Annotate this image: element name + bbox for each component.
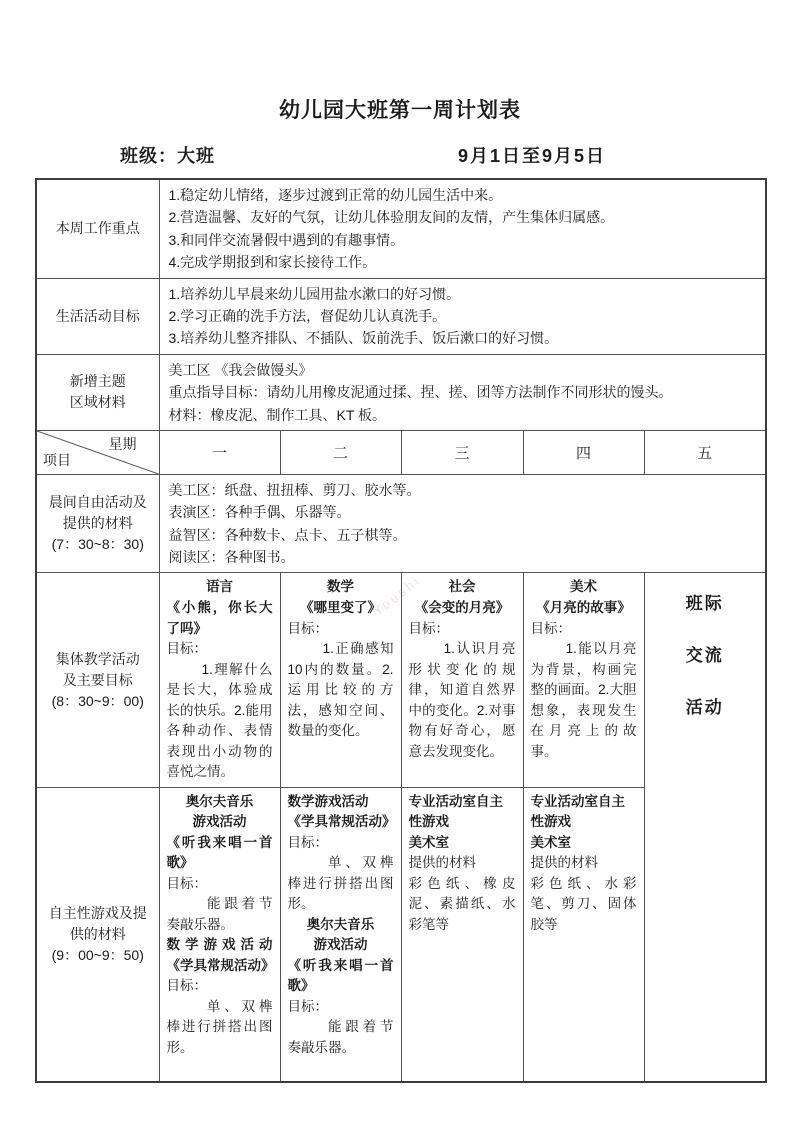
teaching-label-line: 集体教学活动 bbox=[55, 650, 140, 667]
morning-label-line: 晨间自由活动及 bbox=[48, 494, 147, 511]
goal-label: 目标： bbox=[530, 620, 571, 636]
corner-cell bbox=[36, 430, 159, 474]
friday-line: 班际 bbox=[685, 594, 724, 614]
weekly-plan-table bbox=[35, 178, 767, 1083]
corner-item-label: 项目 bbox=[43, 451, 71, 468]
row-weekly-focus bbox=[36, 179, 766, 278]
morning-line: 阅读区：各种图书。 bbox=[168, 549, 295, 566]
teaching-cell-mon bbox=[159, 573, 280, 787]
materials-list: 彩色纸、水彩笔、剪刀、固体胶等 bbox=[530, 875, 637, 932]
subject-name: 语言 bbox=[206, 579, 233, 595]
goal-label: 目标： bbox=[408, 620, 449, 636]
day-header-fri: 五 bbox=[644, 430, 766, 474]
activity-name: 数学游戏活动 bbox=[287, 793, 369, 809]
goal-label: 目标： bbox=[287, 834, 328, 850]
life-goals-content bbox=[159, 278, 766, 354]
day-header-mon: 一 bbox=[159, 430, 280, 474]
games-label-line: 自主性游戏及提 bbox=[48, 904, 147, 921]
weekly-focus-line: 1.稳定幼儿情绪，逐步过渡到正常的幼儿园生活中来。 bbox=[168, 187, 503, 203]
goal-text: 1.认识月亮形状变化的规律，知道自然界中的变化。2.对事物有好奇心，愿意去发现变化。 bbox=[408, 641, 516, 759]
new-theme-line: 美工区 《我会做馒头》 bbox=[168, 361, 313, 378]
morning-label-line: 提供的材料 bbox=[62, 515, 133, 532]
row-morning bbox=[36, 474, 766, 573]
goal-text: 能跟着节奏敲乐器。 bbox=[287, 1019, 394, 1055]
activity-name: 游戏活动 bbox=[313, 937, 368, 953]
teaching-label-line: (8：30~9：00) bbox=[51, 692, 144, 709]
games-cell-tue bbox=[280, 787, 401, 1082]
date-range: 9月1日至9月5日 bbox=[458, 146, 607, 166]
games-cell-wed bbox=[401, 787, 523, 1082]
activity-name: 专业活动室自主性游戏 bbox=[530, 793, 625, 830]
games-cell-thu bbox=[523, 787, 644, 1082]
weekly-focus-content bbox=[159, 179, 766, 278]
activity-name: 奥尔夫音乐 bbox=[185, 793, 254, 809]
teaching-cell-wed bbox=[401, 573, 523, 787]
morning-line: 表演区：各种手偶、乐器等。 bbox=[168, 504, 351, 521]
activity-title: 《听我来唱一首歌》 bbox=[166, 834, 273, 871]
subject-name: 社会 bbox=[448, 579, 476, 595]
activity-name: 数学游戏活动 bbox=[166, 937, 273, 953]
subject-name: 数学 bbox=[327, 579, 354, 595]
goal-label: 目标： bbox=[166, 641, 207, 657]
watermark: Youshi bbox=[370, 572, 424, 619]
materials-label: 提供的材料 bbox=[408, 855, 476, 871]
row-day-header bbox=[36, 430, 766, 474]
activity-name: 专业活动室自主性游戏 bbox=[408, 793, 503, 830]
day-header-tue: 二 bbox=[280, 430, 401, 474]
lesson-title: 《小熊，你长大了吗》 bbox=[166, 599, 273, 636]
goal-text: 能跟着节奏敲乐器。 bbox=[166, 896, 273, 932]
life-goals-line: 1.培养幼儿早晨来幼儿园用盐水漱口的好习惯。 bbox=[168, 285, 461, 302]
life-goals-label-text: 生活活动目标 bbox=[55, 307, 140, 324]
morning-label bbox=[36, 474, 159, 573]
weekly-focus-line: 4.完成学期报到和家长接待工作。 bbox=[168, 254, 377, 271]
subject-name: 美术 bbox=[570, 579, 597, 595]
lesson-title: 《哪里变了》 bbox=[300, 599, 381, 615]
new-theme-label bbox=[36, 354, 159, 430]
friday-line: 交流 bbox=[685, 646, 724, 666]
life-goals-line: 2.学习正确的洗手方法，督促幼儿认真洗手。 bbox=[168, 307, 447, 324]
morning-line: 益智区：各种数卡、点卡、五子棋等。 bbox=[168, 526, 407, 543]
row-life-goals bbox=[36, 278, 766, 354]
teaching-cell-tue bbox=[280, 573, 401, 787]
teaching-label bbox=[36, 573, 159, 787]
weekly-focus-label-text: 本周工作重点 bbox=[55, 220, 140, 237]
games-cell-mon bbox=[159, 787, 280, 1082]
morning-line: 美工区：纸盘、扭扭棒、剪刀、胶水等。 bbox=[168, 481, 421, 498]
new-theme-line: 材料：橡皮泥、制作工具、KT 板。 bbox=[168, 406, 387, 423]
activity-title: 《学具常规活动》 bbox=[166, 957, 275, 973]
goal-text: 1.能以月亮为背景，构画完整的画面。2.大胆想象，表现发生在月亮上的故事。 bbox=[530, 641, 637, 759]
games-label bbox=[36, 787, 159, 1082]
activity-name: 游戏活动 bbox=[192, 814, 247, 830]
materials-label: 提供的材料 bbox=[530, 855, 598, 871]
teaching-cell-thu bbox=[523, 573, 644, 787]
day-header-wed: 三 bbox=[401, 430, 523, 474]
teaching-label-line: 及主要目标 bbox=[62, 671, 133, 688]
friday-merged-cell bbox=[644, 573, 766, 1082]
new-theme-content bbox=[159, 354, 766, 430]
games-label-line: (9：00~9：50) bbox=[51, 946, 144, 963]
goal-label: 目标： bbox=[287, 620, 328, 636]
activity-title: 《学具常规活动》 bbox=[287, 814, 396, 830]
morning-content bbox=[159, 474, 766, 573]
goal-label: 目标： bbox=[166, 978, 207, 994]
morning-label-line: (7：30~8：30) bbox=[51, 536, 144, 553]
weekly-focus-line: 3.和同伴交流暑假中遇到的有趣事情。 bbox=[168, 231, 405, 248]
new-theme-label-line: 新增主题 bbox=[69, 373, 126, 390]
page-title: 幼儿园大班第一周计划表 bbox=[279, 99, 521, 122]
class-label: 班级：大班 bbox=[120, 146, 215, 166]
goal-text: 1.正确感知10内的数量。2.运用比较的方法，感知空间、数量的变化。 bbox=[287, 641, 394, 739]
goal-text: 1.理解什么是长大，体验成长的快乐。2.能用各种动作、表情表现出小动物的喜悦之情。 bbox=[166, 661, 273, 780]
games-label-line: 供的材料 bbox=[69, 925, 126, 942]
new-theme-line: 重点指导目标：请幼儿用橡皮泥通过揉、捏、搓、团等方法制作不同形状的馒头。 bbox=[168, 384, 673, 401]
new-theme-label-line: 区域材料 bbox=[69, 394, 126, 411]
goal-text: 单、双榫棒进行拼搭出图形。 bbox=[287, 855, 394, 912]
materials-list: 彩色纸、橡皮泥、素描纸、水彩笔等 bbox=[408, 875, 516, 932]
life-goals-line: 3.培养幼儿整齐排队、不插队、饭前洗手、饭后漱口的好习惯。 bbox=[168, 330, 559, 347]
activity-title: 《听我来唱一首歌》 bbox=[287, 957, 394, 994]
weekly-focus-label bbox=[36, 179, 159, 278]
corner-week-label: 星期 bbox=[108, 435, 137, 452]
lesson-title: 《会变的月亮》 bbox=[414, 599, 510, 615]
day-header-thu: 四 bbox=[523, 430, 644, 474]
room-name: 美术室 bbox=[408, 834, 449, 850]
lesson-title: 《月亮的故事》 bbox=[536, 599, 631, 615]
room-name: 美术室 bbox=[530, 834, 571, 850]
friday-line: 活动 bbox=[685, 698, 724, 718]
row-teaching bbox=[36, 573, 766, 787]
life-goals-label bbox=[36, 278, 159, 354]
row-new-theme bbox=[36, 354, 766, 430]
activity-name: 奥尔夫音乐 bbox=[306, 916, 375, 932]
goal-label: 目标： bbox=[166, 875, 207, 891]
goal-label: 目标： bbox=[287, 998, 328, 1014]
weekly-focus-line: 2.营造温馨、友好的气氛，让幼儿体验朋友间的友情，产生集体归属感。 bbox=[168, 209, 615, 226]
goal-text: 单、双榫棒进行拼搭出图形。 bbox=[166, 998, 273, 1055]
